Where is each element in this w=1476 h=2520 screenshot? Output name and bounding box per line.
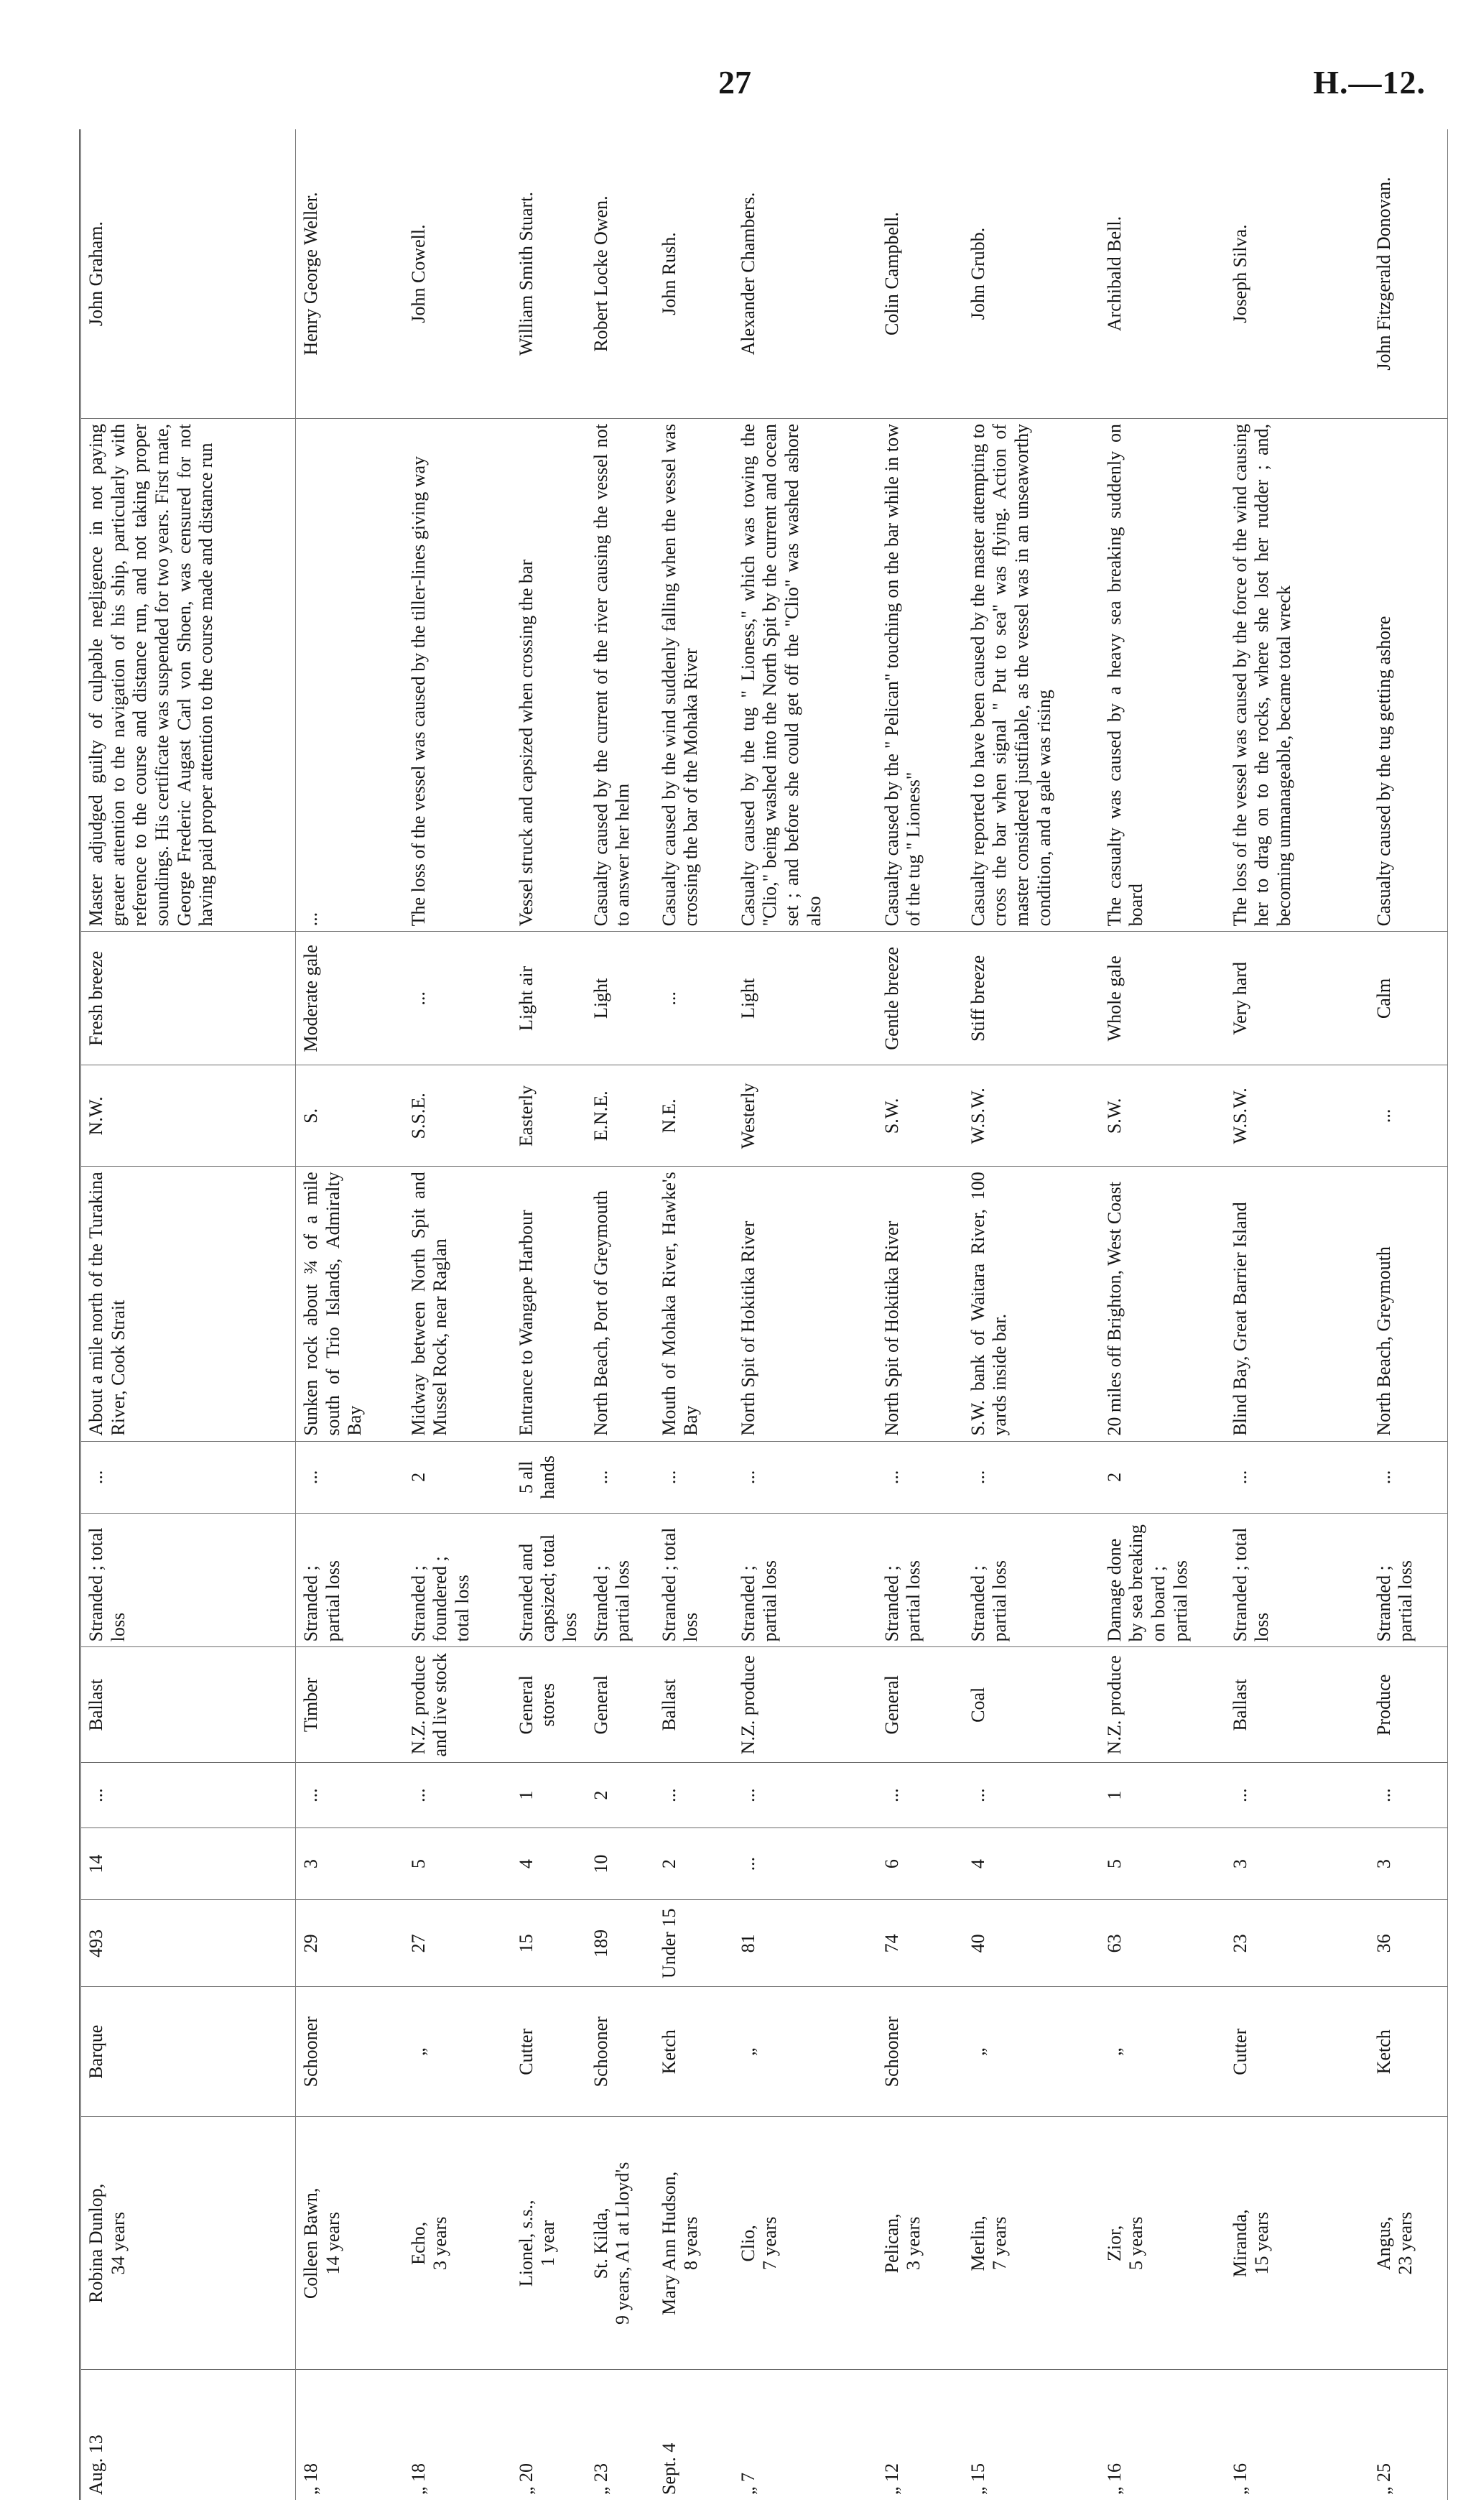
cargo: General stores bbox=[511, 1647, 586, 1763]
investigating-officer: Alexander Chambers. bbox=[733, 129, 877, 419]
table-row bbox=[296, 129, 404, 2500]
lives-lost: 2 bbox=[1100, 1441, 1225, 1514]
vessel-cell bbox=[733, 2117, 877, 2370]
vessel-cell bbox=[80, 2117, 296, 2370]
nature-of-casualty: Stranded ; foundered ; total loss bbox=[404, 1514, 511, 1647]
date: „ 23 bbox=[590, 2463, 611, 2495]
table-row bbox=[404, 129, 511, 2500]
document-reference: H.—12. bbox=[1313, 64, 1426, 101]
crew-count: 14 bbox=[80, 1828, 296, 1900]
lives-lost: 5 all hands bbox=[511, 1441, 586, 1514]
wind-direction: W.S.W. bbox=[1225, 1065, 1369, 1167]
vessel-age: 14 years bbox=[322, 2212, 343, 2275]
date: „ 18 bbox=[407, 2463, 429, 2495]
wind-force: ... bbox=[404, 932, 511, 1065]
vessel-age: 5 years bbox=[1125, 2216, 1147, 2271]
vessel-cell bbox=[654, 2117, 733, 2370]
rotated-table-wrapper bbox=[79, 129, 1444, 2500]
lives-lost: ... bbox=[963, 1441, 1100, 1514]
crew-count: 3 bbox=[1369, 1828, 1448, 1900]
vessel-age: 15 years bbox=[1251, 2212, 1273, 2275]
finding: The loss of the vessel was caused by the force of the wind causing her to drag on to the rocks, where she lost her rudder ; and, becoming unmanageable, became total wreck bbox=[1225, 419, 1369, 932]
vessel-name: Clio, bbox=[737, 2225, 758, 2262]
finding: The casualty was caused by a heavy sea breaking suddenly on board bbox=[1100, 419, 1225, 932]
investigating-officer: John Cowell. bbox=[404, 129, 511, 419]
rig: Schooner bbox=[296, 1987, 404, 2117]
place-of-casualty: About a mile north of the Turakina River, Cook Strait bbox=[80, 1167, 296, 1441]
tonnage: 23 bbox=[1225, 1900, 1369, 1987]
cargo: Coal bbox=[963, 1647, 1100, 1763]
passenger-count: ... bbox=[80, 1763, 296, 1828]
cargo: Timber bbox=[296, 1647, 404, 1763]
rig: „ bbox=[963, 1987, 1100, 2117]
tonnage: 74 bbox=[877, 1900, 963, 1987]
crew-count: 10 bbox=[586, 1828, 654, 1900]
finding: Casualty reported to have been caused by the master attempting to cross the bar when signal " Put to sea" was flying. Action of master considered justifiable, as the vessel was in an unseaworthy condition, and a gale was rising bbox=[963, 419, 1100, 932]
tonnage: 27 bbox=[404, 1900, 511, 1987]
lives-lost: ... bbox=[80, 1441, 296, 1514]
passenger-count: ... bbox=[963, 1763, 1100, 1828]
cargo: Produce bbox=[1369, 1647, 1448, 1763]
rig: Ketch bbox=[654, 1987, 733, 2117]
nature-of-casualty: Damage done by sea breaking on board ; partial loss bbox=[1100, 1514, 1225, 1647]
passenger-count: ... bbox=[1225, 1763, 1369, 1828]
rig: Cutter bbox=[1225, 1987, 1369, 2117]
wind-direction: S. bbox=[296, 1065, 404, 1167]
wind-force: Whole gale bbox=[1100, 932, 1225, 1065]
wind-force: Light bbox=[586, 932, 654, 1065]
wreck-table-body bbox=[80, 129, 1448, 2500]
cargo: N.Z. produce bbox=[1100, 1647, 1225, 1763]
wind-direction: N.E. bbox=[654, 1065, 733, 1167]
table-row bbox=[511, 129, 586, 2500]
lives-lost: ... bbox=[1369, 1441, 1448, 1514]
vessel-name: Robina Dunlop, bbox=[85, 2183, 106, 2303]
investigating-officer: Colin Campbell. bbox=[877, 129, 963, 419]
date: „ 12 bbox=[881, 2463, 902, 2495]
rig: „ bbox=[1100, 1987, 1225, 2117]
investigating-officer: John Rush. bbox=[654, 129, 733, 419]
nature-of-casualty: Stranded ; partial loss bbox=[1369, 1514, 1448, 1647]
investigating-officer: Robert Locke Owen. bbox=[586, 129, 654, 419]
wind-force: Fresh breeze bbox=[80, 932, 296, 1065]
crew-count: 4 bbox=[511, 1828, 586, 1900]
wind-force: Calm bbox=[1369, 932, 1448, 1065]
place-of-casualty: Mouth of Mohaka River, Hawke's Bay bbox=[654, 1167, 733, 1441]
vessel-age: 8 years bbox=[680, 2216, 702, 2271]
vessel-cell bbox=[404, 2117, 511, 2370]
date: „ 15 bbox=[967, 2463, 988, 2495]
finding: Casualty caused by the tug " Lioness," which was towing the "Clio," being washed into the North Spit by the current and ocean set ; and before she could get off the "Clio" was washed ashore also bbox=[733, 419, 877, 932]
nature-of-casualty: Stranded ; total loss bbox=[654, 1514, 733, 1647]
vessel-age: 1 year bbox=[537, 2220, 559, 2266]
wind-direction: Easterly bbox=[511, 1065, 586, 1167]
wind-direction: W.S.W. bbox=[963, 1065, 1100, 1167]
passenger-count: ... bbox=[877, 1763, 963, 1828]
crew-count: 5 bbox=[1100, 1828, 1225, 1900]
wind-direction: S.W. bbox=[1100, 1065, 1225, 1167]
finding: Master adjudged guilty of culpable negligence in not paying greater attention to the navigation of his ship, particularly with reference to the course and distance run, and not taking proper soundings. His certificate was suspended for two years. First mate, George Frederic Augast Carl von Shoen, was censured for not having paid proper attention to the course made and distance run bbox=[80, 419, 296, 932]
place-of-casualty: Midway between North Spit and Mussel Rock, near Raglan bbox=[404, 1167, 511, 1441]
lives-lost: 2 bbox=[404, 1441, 511, 1514]
vessel-cell bbox=[586, 2117, 654, 2370]
rig: „ bbox=[733, 1987, 877, 2117]
vessel-name: Mary Ann Hudson, bbox=[658, 2171, 679, 2315]
tonnage: 15 bbox=[511, 1900, 586, 1987]
vessel-cell bbox=[1100, 2117, 1225, 2370]
passenger-count: 1 bbox=[1100, 1763, 1225, 1828]
vessel-name: Echo, bbox=[407, 2221, 429, 2265]
wind-force: Moderate gale bbox=[296, 932, 404, 1065]
crew-count: 6 bbox=[877, 1828, 963, 1900]
lives-lost: ... bbox=[654, 1441, 733, 1514]
tonnage: 81 bbox=[733, 1900, 877, 1987]
passenger-count: ... bbox=[404, 1763, 511, 1828]
lives-lost: ... bbox=[1225, 1441, 1369, 1514]
vessel-name: St. Kilda, bbox=[590, 2208, 611, 2279]
lives-lost: ... bbox=[296, 1441, 404, 1514]
tonnage: 29 bbox=[296, 1900, 404, 1987]
vessel-age: 7 years bbox=[759, 2216, 781, 2271]
vessel-cell bbox=[511, 2117, 586, 2370]
vessel-age: 7 years bbox=[989, 2216, 1011, 2271]
rig: „ bbox=[404, 1987, 511, 2117]
passenger-count: ... bbox=[733, 1763, 877, 1828]
date: „ 16 bbox=[1103, 2463, 1125, 2495]
wind-force: Light bbox=[733, 932, 877, 1065]
tonnage: 36 bbox=[1369, 1900, 1448, 1987]
nature-of-casualty: Stranded and capsized; total loss bbox=[511, 1514, 586, 1647]
vessel-name: Miranda, bbox=[1229, 2209, 1250, 2278]
finding: Casualty caused by the wind suddenly falling when the vessel was crossing the bar of the Mohaka River bbox=[654, 419, 733, 932]
date: „ 18 bbox=[300, 2463, 321, 2495]
place-of-casualty: North Spit of Hokitika River bbox=[877, 1167, 963, 1441]
passenger-count: ... bbox=[296, 1763, 404, 1828]
wind-force: Stiff breeze bbox=[963, 932, 1100, 1065]
place-of-casualty: Sunken rock about ¾ of a mile south of Trio Islands, Admiralty Bay bbox=[296, 1167, 404, 1441]
cargo: Ballast bbox=[654, 1647, 733, 1763]
wreck-table bbox=[79, 129, 1448, 2500]
finding: Casualty caused by the current of the river causing the vessel not to answer her helm bbox=[586, 419, 654, 932]
date: „ 16 bbox=[1229, 2463, 1250, 2495]
table-row bbox=[963, 129, 1100, 2500]
table-row bbox=[586, 129, 654, 2500]
vessel-name: Colleen Bawn, bbox=[300, 2187, 321, 2299]
date: „ 20 bbox=[515, 2463, 537, 2495]
vessel-age: 23 years bbox=[1395, 2212, 1416, 2275]
crew-count: ... bbox=[733, 1828, 877, 1900]
vessel-cell bbox=[296, 2117, 404, 2370]
wind-force: Gentle breeze bbox=[877, 932, 963, 1065]
investigating-officer: Joseph Silva. bbox=[1225, 129, 1369, 419]
finding: Casualty caused by the " Pelican" touching on the bar while in tow of the tug " Lioness" bbox=[877, 419, 963, 932]
investigating-officer: John Graham. bbox=[80, 129, 296, 419]
wind-force: Light air bbox=[511, 932, 586, 1065]
cargo: N.Z. produce bbox=[733, 1647, 877, 1763]
table-row bbox=[877, 129, 963, 2500]
lives-lost: ... bbox=[733, 1441, 877, 1514]
vessel-age: 9 years, A1 at Lloyd's bbox=[612, 2162, 633, 2325]
investigating-officer: Archibald Bell. bbox=[1100, 129, 1225, 419]
passenger-count: 1 bbox=[511, 1763, 586, 1828]
vessel-age: 3 years bbox=[903, 2216, 924, 2271]
rig: Schooner bbox=[586, 1987, 654, 2117]
page-number: 27 bbox=[718, 64, 751, 101]
rig: Schooner bbox=[877, 1987, 963, 2117]
place-of-casualty: Entrance to Wangape Harbour bbox=[511, 1167, 586, 1441]
place-of-casualty: S.W. bank of Waitara River, 100 yards inside bar. bbox=[963, 1167, 1100, 1441]
place-of-casualty: 20 miles off Brighton, West Coast bbox=[1100, 1167, 1225, 1441]
tonnage: Under 15 bbox=[654, 1900, 733, 1987]
investigating-officer: John Grubb. bbox=[963, 129, 1100, 419]
passenger-count: 2 bbox=[586, 1763, 654, 1828]
crew-count: 3 bbox=[1225, 1828, 1369, 1900]
table-row bbox=[1100, 129, 1225, 2500]
date: Sept. 4 bbox=[658, 2442, 679, 2495]
vessel-cell bbox=[877, 2117, 963, 2370]
cargo: Ballast bbox=[1225, 1647, 1369, 1763]
date: „ 7 bbox=[737, 2472, 758, 2495]
date: Aug. 13 bbox=[80, 2370, 296, 2500]
nature-of-casualty: Stranded ; partial loss bbox=[296, 1514, 404, 1647]
wind-force: Very hard bbox=[1225, 932, 1369, 1065]
nature-of-casualty: Stranded ; total loss bbox=[80, 1514, 296, 1647]
rig: Ketch bbox=[1369, 1987, 1448, 2117]
tonnage: 493 bbox=[80, 1900, 296, 1987]
nature-of-casualty: Stranded ; partial loss bbox=[877, 1514, 963, 1647]
vessel-cell bbox=[963, 2117, 1100, 2370]
wind-direction: ... bbox=[1369, 1065, 1448, 1167]
place-of-casualty: North Beach, Port of Greymouth bbox=[586, 1167, 654, 1441]
table-row bbox=[654, 129, 733, 2500]
nature-of-casualty: Stranded ; partial loss bbox=[733, 1514, 877, 1647]
crew-count: 5 bbox=[404, 1828, 511, 1900]
wind-direction: E.N.E. bbox=[586, 1065, 654, 1167]
cargo: N.Z. produce and live stock bbox=[404, 1647, 511, 1763]
vessel-age: 3 years bbox=[430, 2216, 451, 2271]
rig: Barque bbox=[80, 1987, 296, 2117]
place-of-casualty: Blind Bay, Great Barrier Island bbox=[1225, 1167, 1369, 1441]
vessel-name: Lionel, s.s., bbox=[515, 2200, 537, 2287]
cargo: Ballast bbox=[80, 1647, 296, 1763]
investigating-officer: John Fitzgerald Donovan. bbox=[1369, 129, 1448, 419]
finding: Vessel struck and capsized when crossing the bar bbox=[511, 419, 586, 932]
tonnage: 63 bbox=[1100, 1900, 1225, 1987]
vessel-name: Zior, bbox=[1103, 2225, 1125, 2261]
investigating-officer: William Smith Stuart. bbox=[511, 129, 586, 419]
place-of-casualty: North Spit of Hokitika River bbox=[733, 1167, 877, 1441]
crew-count: 4 bbox=[963, 1828, 1100, 1900]
passenger-count: ... bbox=[1369, 1763, 1448, 1828]
crew-count: 2 bbox=[654, 1828, 733, 1900]
crew-count: 3 bbox=[296, 1828, 404, 1900]
nature-of-casualty: Stranded ; partial loss bbox=[586, 1514, 654, 1647]
investigating-officer: Henry George Weller. bbox=[296, 129, 404, 419]
passenger-count: ... bbox=[654, 1763, 733, 1828]
tonnage: 189 bbox=[586, 1900, 654, 1987]
nature-of-casualty: Stranded ; total loss bbox=[1225, 1514, 1369, 1647]
wind-direction: S.W. bbox=[877, 1065, 963, 1167]
cargo: General bbox=[877, 1647, 963, 1763]
vessel-name: Angus, bbox=[1373, 2216, 1394, 2271]
nature-of-casualty: Stranded ; partial loss bbox=[963, 1514, 1100, 1647]
finding: The loss of the vessel was caused by the tiller-lines giving way bbox=[404, 419, 511, 932]
vessel-name: Pelican, bbox=[881, 2213, 902, 2274]
date: „ 25 bbox=[1369, 2370, 1448, 2500]
lives-lost: ... bbox=[586, 1441, 654, 1514]
vessel-cell bbox=[1369, 2117, 1448, 2370]
vessel-cell bbox=[1225, 2117, 1369, 2370]
table-row bbox=[1369, 129, 1448, 2500]
place-of-casualty: North Beach, Greymouth bbox=[1369, 1167, 1448, 1441]
finding: ... bbox=[296, 419, 404, 932]
table-row bbox=[80, 129, 296, 2500]
vessel-age: 34 years bbox=[107, 2212, 129, 2275]
table-row bbox=[733, 129, 877, 2500]
wind-force: ... bbox=[654, 932, 733, 1065]
tonnage: 40 bbox=[963, 1900, 1100, 1987]
rig: Cutter bbox=[511, 1987, 586, 2117]
cargo: General bbox=[586, 1647, 654, 1763]
wind-direction: Westerly bbox=[733, 1065, 877, 1167]
table-row bbox=[1225, 129, 1369, 2500]
finding: Casualty caused by the tug getting ashore bbox=[1369, 419, 1448, 932]
wind-direction: S.S.E. bbox=[404, 1065, 511, 1167]
vessel-name: Merlin, bbox=[967, 2215, 988, 2271]
wind-direction: N.W. bbox=[80, 1065, 296, 1167]
lives-lost: ... bbox=[877, 1441, 963, 1514]
